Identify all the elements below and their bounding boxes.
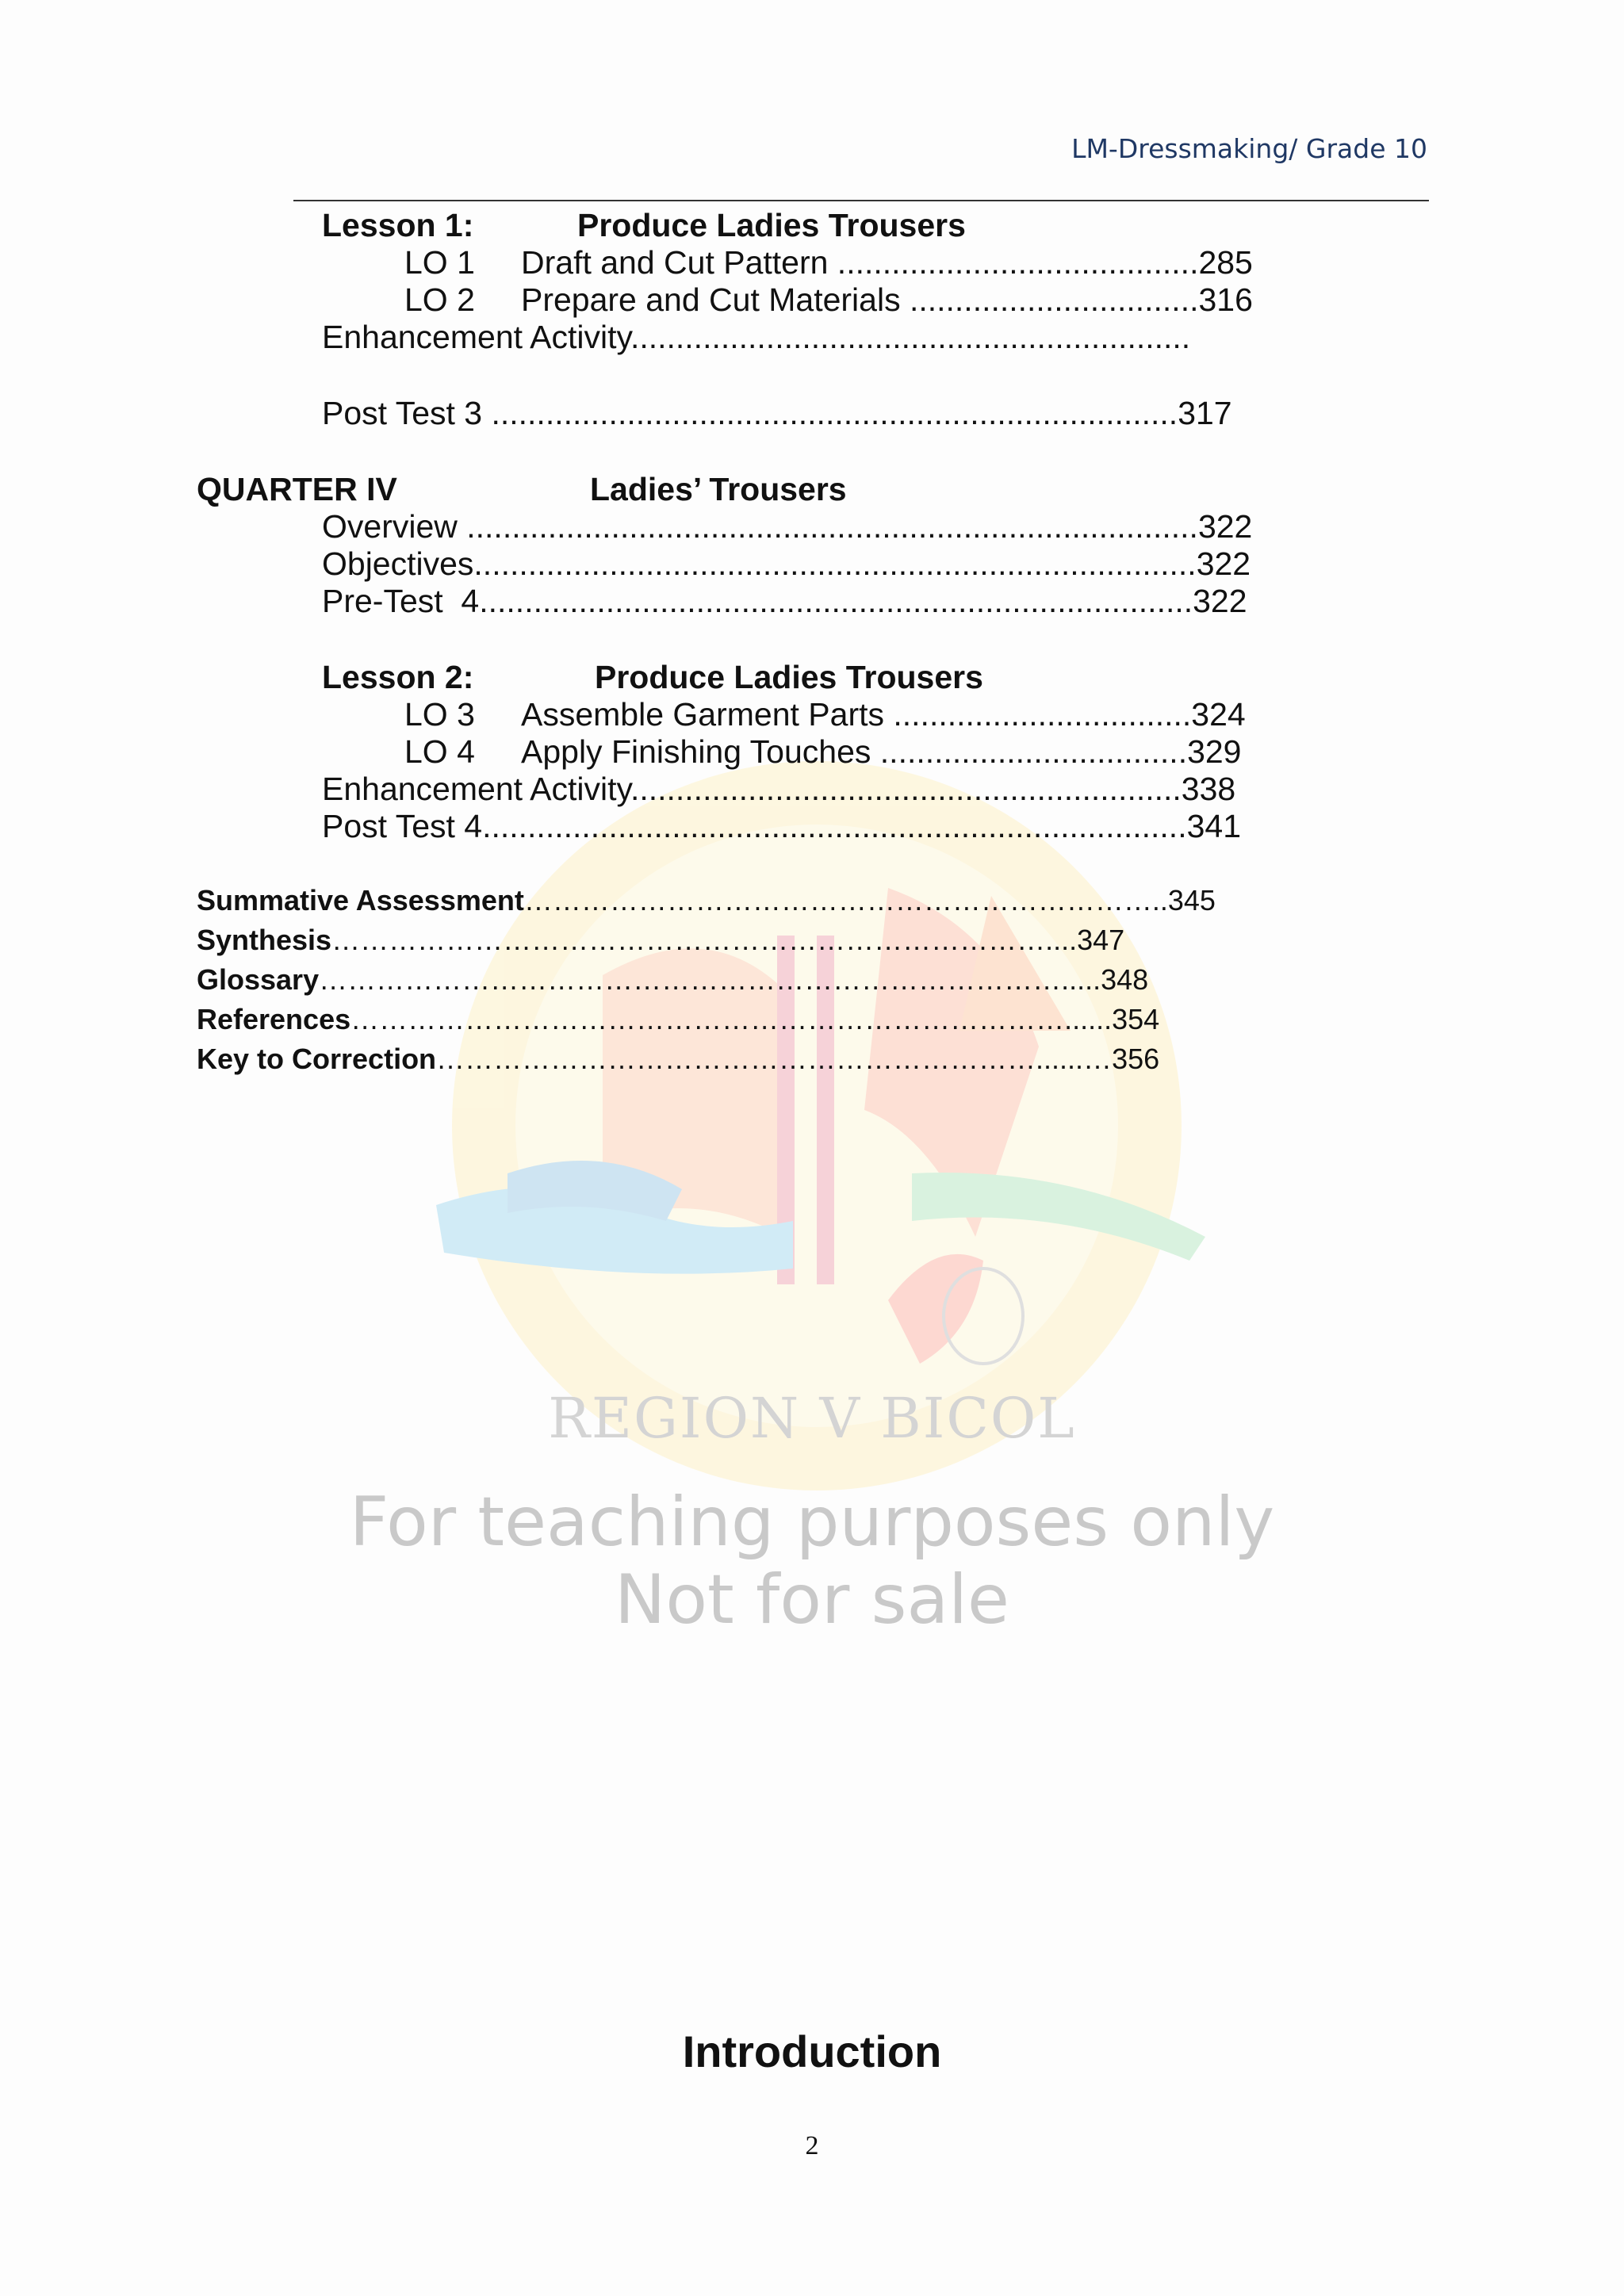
lesson1-title: Produce Ladies Trousers (577, 207, 966, 243)
watermark-line2: Not for sale (615, 1560, 1009, 1640)
lesson2-lo3-code: LO 3 (404, 696, 475, 733)
quarter4-title: Ladies’ Trousers (590, 471, 847, 507)
pretest-4-entry[interactable]: Pre-Test 4...............................................................................322 (322, 583, 1247, 619)
lesson2-lo3-entry[interactable]: Assemble Garment Parts .................................324 (521, 696, 1246, 733)
post-test-4-entry[interactable]: Post Test 4..............................................................................341 (322, 808, 1241, 844)
objectives-entry[interactable]: Objectives................................................................................322 (322, 545, 1251, 582)
lesson1-lo2-entry[interactable]: Prepare and Cut Materials ................................316 (521, 281, 1253, 318)
toc-entry-key-to-correction[interactable]: Key to Correction………………………………………………………......…356 (197, 1043, 1160, 1075)
lesson1-enhancement-entry[interactable]: Enhancement Activity.............................................................. (322, 319, 1191, 355)
lesson2-lo4-code: LO 4 (404, 733, 475, 770)
lesson1-lo1-entry[interactable]: Draft and Cut Pattern ........................................285 (521, 244, 1253, 281)
watermark-line1: For teaching purposes only (349, 1483, 1275, 1562)
lesson2-lo4-entry[interactable]: Apply Finishing Touches ..................................329 (521, 733, 1242, 770)
lesson2-title: Produce Ladies Trousers (595, 659, 983, 695)
lesson2-enhancement-entry[interactable]: Enhancement Activity.............................................................338 (322, 771, 1236, 807)
toc-entry-glossary[interactable]: Glossary…………………………………………………………………….....348 (197, 963, 1149, 996)
lesson2-label: Lesson 2: (322, 659, 474, 695)
header-divider (293, 200, 1429, 201)
toc-entry-synthesis[interactable]: Synthesis…………………………………………………………………....347 (197, 924, 1125, 956)
introduction-heading: Introduction (682, 2026, 942, 2076)
running-header: LM-Dressmaking/ Grade 10 (1071, 133, 1427, 164)
lesson1-label: Lesson 1: (322, 207, 474, 243)
toc-entry-summative[interactable]: Summative Assessment…………………………………………………………..345 (197, 884, 1216, 916)
toc-entry-references[interactable]: References…………………………………………………………………......354 (197, 1003, 1160, 1035)
lesson1-lo1-code: LO 1 (404, 244, 475, 281)
quarter4-label: QUARTER IV (197, 471, 397, 507)
post-test-3-entry[interactable]: Post Test 3 ............................................................................317 (322, 395, 1232, 431)
overview-entry[interactable]: Overview .................................................................................322 (322, 508, 1253, 545)
page-number: 2 (805, 2131, 819, 2160)
lesson1-lo2-code: LO 2 (404, 281, 475, 318)
watermark-region-text: REGION V BICOL (548, 1386, 1076, 1451)
